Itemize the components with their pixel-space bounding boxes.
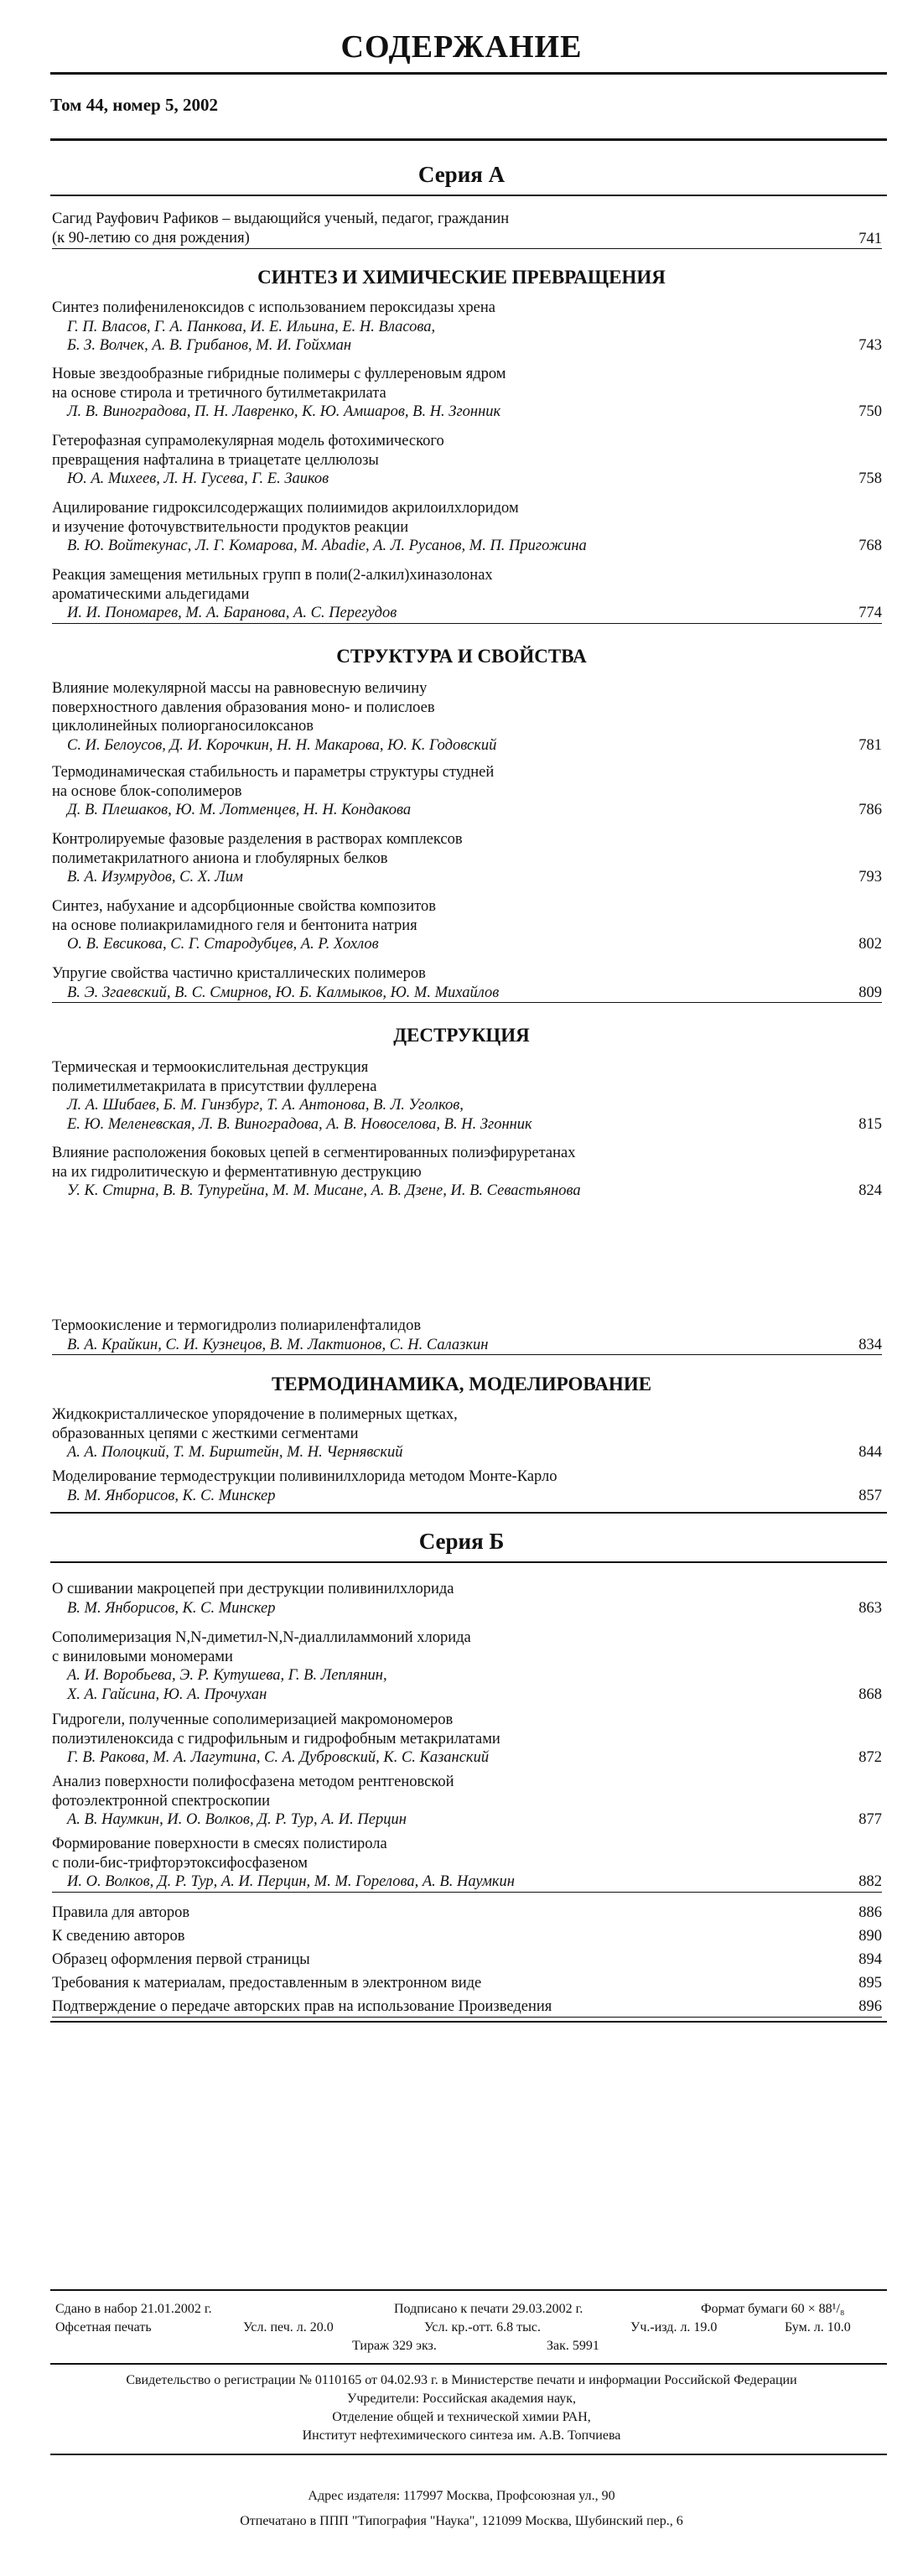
registration-rule — [50, 2454, 887, 2455]
misc-label: Правила для авторов — [52, 1904, 190, 1921]
toc-misc-item[interactable] — [52, 1974, 882, 1993]
series-b-heading: Серия Б — [418, 1529, 505, 1554]
entry-title-line: Жидкокристаллическое упорядочение в полимерных щетках, — [52, 1406, 458, 1423]
toc-entry[interactable] — [52, 566, 882, 624]
registration-line: Свидетельство о регистрации № 0110165 от 04.02.93 г. в Министерстве печати и информации Российской Федерации — [126, 2373, 797, 2387]
page-number: 882 — [858, 1873, 882, 1890]
title-rule — [50, 72, 887, 75]
section-heading-structure: СТРУКТУРА И СВОЙСТВА — [336, 646, 587, 667]
entry-title-line: с виниловыми мономерами — [52, 1648, 233, 1665]
toc-entry[interactable] — [52, 1317, 882, 1355]
misc-label: Подтверждение о передаче авторских прав на использование Произведения — [52, 1998, 552, 2015]
entry-title-line: полиметилметакрилата в присутствии фуллерена — [52, 1078, 377, 1095]
page-number: 863 — [858, 1599, 882, 1617]
entry-title-line: О сшивании макроцепей при деструкции поливинилхлорида — [52, 1581, 454, 1597]
section-rule — [50, 1512, 887, 1514]
page-title: СОДЕРЖАНИЕ — [340, 29, 583, 65]
entry-title-line: Сополимеризация N,N-диметил-N,N-диаллиламмоний хлорида — [52, 1629, 471, 1646]
imprint-usl-kr: Усл. кр.-отт. 6.8 тыс. — [424, 2320, 542, 2334]
page-number: 868 — [858, 1685, 882, 1703]
page-number: 781 — [858, 736, 882, 754]
toc-entry[interactable] — [52, 897, 882, 954]
volume-info: Том 44, номер 5, 2002 — [50, 95, 218, 115]
entry-authors-line: В. А. Изумрудов, С. Х. Лим — [67, 869, 243, 886]
imprint-signed: Подписано к печати 29.03.2002 г. — [394, 2302, 583, 2316]
entry-title-line: поверхностного давления образования моно- и полислоев — [52, 699, 435, 716]
toc-entry[interactable] — [52, 1405, 882, 1462]
page-number: 890 — [858, 1928, 882, 1945]
entry-title-line: на основе блок-сополимеров — [52, 782, 242, 800]
page-number: 786 — [858, 802, 882, 818]
page-number: 857 — [858, 1487, 882, 1504]
entry-authors-line: В. Э. Згаевский, В. С. Смирнов, Ю. Б. Калмыков, Ю. М. Михайлов — [67, 984, 500, 1001]
founders-line: Отделение общей и технической химии РАН, — [332, 2410, 591, 2424]
entry-title-line: полиметакрилатного аниона и глобулярных белков — [52, 849, 388, 867]
entry-authors-line: Г. В. Ракова, М. А. Лагутина, С. А. Дубровский, К. С. Казанский — [67, 1749, 490, 1766]
entry-title-line: Формирование поверхности в смесях полистирола — [52, 1836, 387, 1852]
toc-misc-item[interactable] — [52, 1997, 882, 2018]
entry-authors-line: Г. П. Власов, Г. А. Панкова, И. Е. Ильина, Е. Н. Власова, — [67, 318, 436, 335]
imprint-zak: Зак. 5991 — [547, 2339, 599, 2353]
founders-line: Учредители: Российская академия наук, — [346, 2392, 577, 2406]
entry-authors-line: И. О. Волков, Д. Р. Тур, А. И. Перцин, М. М. Горелова, А. В. Наумкин — [67, 1873, 515, 1890]
misc-label: Образец оформления первой страницы — [52, 1951, 310, 1968]
toc-entry[interactable] — [52, 1711, 882, 1768]
entry-title-line: на их гидролитическую и ферментативную деструкцию — [52, 1163, 422, 1181]
toc-entry[interactable] — [52, 763, 882, 820]
entry-title-line: полиэтиленоксида с гидрофильным и гидрофобным метакрилатами — [52, 1730, 500, 1748]
imprint-usl-pech: Усл. печ. л. 20.0 — [243, 2320, 334, 2334]
entry-title-line: на основе полиакриламидного геля и бентонита натрия — [52, 917, 417, 934]
entry-title-line: Упругие свойства частично кристаллических полимеров — [52, 965, 426, 982]
entry-title-line: превращения нафталина в триацетате целлюлозы — [52, 451, 379, 469]
toc-entry[interactable] — [52, 432, 882, 489]
entry-title-line: Термическая и термоокислительная деструкция — [52, 1059, 369, 1076]
series-a-rule — [50, 195, 887, 196]
entry-authors-line: В. А. Крайкин, С. И. Кузнецов, В. М. Лактионов, С. Н. Салазкин — [67, 1336, 489, 1353]
page-number: 815 — [858, 1115, 882, 1133]
page-number: 743 — [858, 337, 882, 354]
toc-entry[interactable] — [52, 1628, 882, 1704]
toc-misc-item[interactable] — [52, 1903, 882, 1923]
imprint-sent: Сдано в набор 21.01.2002 г. — [55, 2302, 212, 2316]
entry-title-line: на основе стирола и третичного бутилметакрилата — [52, 384, 386, 402]
publisher-address: Адрес издателя: 117997 Москва, Профсоюзная ул., 90 — [308, 2489, 615, 2503]
entry-authors-line: И. И. Пономарев, М. А. Баранова, А. С. Перегудов — [67, 605, 397, 621]
page-number: 844 — [858, 1444, 882, 1461]
misc-label: Требования к материалам, предоставленным в электронном виде — [52, 1975, 482, 1992]
entry-title-line: Анализ поверхности полифосфазена методом рентгеновской — [52, 1774, 454, 1790]
imprint-uch-izd: Уч.-изд. л. 19.0 — [630, 2320, 718, 2334]
entry-title-line: Новые звездообразные гибридные полимеры с фуллереновым ядром — [52, 366, 506, 382]
toc-entry[interactable] — [52, 1835, 882, 1893]
entry-title-line: Термоокисление и термогидролиз полиариленфталидов — [52, 1317, 422, 1334]
volume-rule — [50, 138, 887, 141]
entry-title-line: Ацилирование гидроксилсодержащих полиимидов акрилоилхлоридом — [52, 500, 519, 517]
entry-title-line: Влияние молекулярной массы на равновесную величину — [52, 680, 428, 697]
section-heading-synthesis: СИНТЕЗ И ХИМИЧЕСКИЕ ПРЕВРАЩЕНИЯ — [257, 267, 666, 288]
entry-title-line: фотоэлектронной спектроскопии — [52, 1792, 271, 1810]
imprint-bottom-rule — [50, 2363, 887, 2365]
toc-entry-intro[interactable] — [52, 210, 882, 249]
entry-title-line: циклолинейных полиорганосилоксанов — [52, 718, 314, 735]
entry-title-line: Термодинамическая стабильность и параметры структуры студней — [52, 764, 495, 781]
entry-authors-line: В. М. Янборисов, К. С. Минскер — [67, 1599, 276, 1617]
entry-authors-line: Ю. А. Михеев, Л. Н. Гусева, Г. Е. Заиков — [67, 470, 329, 487]
entry-authors-line: Л. А. Шибаев, Б. М. Гинзбург, Т. А. Антонова, В. Л. Уголков, — [67, 1097, 464, 1114]
page-number: 877 — [858, 1811, 882, 1828]
toc-entry[interactable] — [52, 679, 882, 755]
toc-end-rule — [50, 2021, 887, 2023]
page-number: 872 — [858, 1749, 882, 1766]
entry-title-line: Сагид Рауфович Рафиков – выдающийся ученый, педагог, гражданин — [52, 210, 510, 227]
imprint-offset: Офсетная печать — [55, 2320, 152, 2334]
page-number: 741 — [858, 230, 882, 247]
entry-title-line: ароматическими альдегидами — [52, 585, 250, 603]
series-a-heading: Серия А — [417, 162, 506, 187]
entry-title-line: с поли-бис-трифторэтоксифосфазеном — [52, 1854, 308, 1872]
imprint-bum: Бум. л. 10.0 — [785, 2320, 851, 2334]
toc-entry[interactable] — [52, 1058, 882, 1134]
section-heading-destruction: ДЕСТРУКЦИЯ — [393, 1025, 530, 1046]
entry-title-line: Синтез полифениленоксидов с использованием пероксидазы хрена — [52, 299, 495, 316]
toc-entry[interactable] — [52, 830, 882, 887]
misc-label: К сведению авторов — [52, 1928, 185, 1945]
toc-misc-item[interactable] — [52, 1950, 882, 1970]
page-number: 896 — [858, 1998, 882, 2015]
entry-title-line: Реакция замещения метильных групп в поли(2-алкил)хиназолонах — [52, 567, 493, 584]
page-number: 768 — [858, 538, 882, 554]
toc-entry[interactable] — [52, 365, 882, 422]
page-number: 750 — [858, 403, 882, 420]
entry-title-line: Синтез, набухание и адсорбционные свойства композитов — [52, 898, 436, 915]
entry-authors-line: В. М. Янборисов, К. С. Минскер — [67, 1487, 276, 1504]
page-number: 894 — [858, 1951, 882, 1968]
toc-entry[interactable] — [52, 1144, 882, 1201]
series-b-rule — [50, 1561, 887, 1563]
entry-title-line: Гетерофазная супрамолекулярная модель фотохимического — [52, 433, 444, 449]
entry-title-line: (к 90-летию со дня рождения) — [52, 229, 250, 247]
page-number: 802 — [858, 936, 882, 953]
entry-title-line: Контролируемые фазовые разделения в растворах комплексов — [52, 831, 463, 848]
page-number: 758 — [858, 470, 882, 487]
entry-title-line: и изучение фоточувствительности продуктов реакции — [52, 518, 409, 536]
entry-authors-line: Д. В. Плешаков, Ю. М. Лотменцев, Н. Н. Кондакова — [67, 802, 412, 818]
entry-authors-line: С. И. Белоусов, Д. И. Корочкин, Н. Н. Макарова, Ю. К. Годовский — [67, 736, 497, 754]
imprint-top-rule — [50, 2289, 887, 2291]
page-number: 834 — [858, 1336, 882, 1353]
toc-entry[interactable] — [52, 499, 882, 556]
entry-authors-line: А. А. Полоцкий, Т. М. Бирштейн, М. Н. Чернявский — [67, 1444, 403, 1461]
entry-authors-line: Б. З. Волчек, А. В. Грибанов, М. И. Гойхман — [67, 337, 352, 354]
entry-title-line: образованных цепями с жесткими сегментами — [52, 1425, 359, 1442]
page-number: 895 — [858, 1975, 882, 1992]
page-number: 793 — [858, 869, 882, 886]
imprint-tirazh: Тираж 329 экз. — [352, 2339, 437, 2353]
printer-address: Отпечатано в ППП "Типография "Наука", 121099 Москва, Шубинский пер., 6 — [240, 2514, 683, 2528]
section-heading-thermodynamics: ТЕРМОДИНАМИКА, МОДЕЛИРОВАНИЕ — [271, 1374, 652, 1394]
entry-authors-line: У. К. Стирна, В. В. Тупурейна, М. М. Мисане, А. В. Дзене, И. В. Севастьянова — [67, 1182, 581, 1199]
entry-title-line: Моделирование термодеструкции поливинилхлорида методом Монте-Карло — [52, 1468, 557, 1485]
page-number: 809 — [858, 984, 882, 1001]
toc-entry[interactable] — [52, 299, 882, 356]
entry-title-line: Влияние расположения боковых цепей в сегментированных полиэфируретанах — [52, 1145, 576, 1161]
entry-authors-line: Л. В. Виноградова, П. Н. Лавренко, К. Ю. Амшаров, В. Н. Згонник — [67, 403, 501, 420]
toc-entry[interactable] — [52, 1773, 882, 1830]
page-number: 774 — [858, 605, 882, 621]
entry-authors-line: Х. А. Гайсина, Ю. А. Прочухан — [67, 1685, 267, 1703]
toc-entry[interactable] — [52, 1467, 882, 1505]
entry-title-line: Гидрогели, полученные сополимеризацией макромономеров — [52, 1711, 454, 1728]
entry-authors-line: Е. Ю. Меленевская, Л. В. Виноградова, А. В. Новоселова, В. Н. Згонник — [67, 1115, 532, 1133]
entry-authors-line: А. В. Наумкин, И. О. Волков, Д. Р. Тур, А. И. Перцин — [67, 1811, 407, 1828]
page-number: 824 — [858, 1182, 882, 1199]
entry-authors-line: О. В. Евсикова, С. Г. Стародубцев, А. Р. Хохлов — [67, 936, 379, 953]
toc-entry[interactable] — [52, 1580, 882, 1618]
toc-entry[interactable] — [52, 964, 882, 1003]
toc-misc-item[interactable] — [52, 1927, 882, 1946]
entry-authors-line: В. Ю. Войтекунас, Л. Г. Комарова, M. Abadie, А. Л. Русанов, М. П. Пригожина — [67, 538, 587, 554]
page-number: 886 — [858, 1904, 882, 1921]
imprint-format: Формат бумаги 60 × 88¹/₈ — [701, 2302, 845, 2316]
founders-line: Институт нефтехимического синтеза им. А.В. Топчиева — [302, 2428, 621, 2443]
entry-authors-line: А. И. Воробьева, Э. Р. Кутушева, Г. В. Леплянин, — [67, 1667, 387, 1684]
